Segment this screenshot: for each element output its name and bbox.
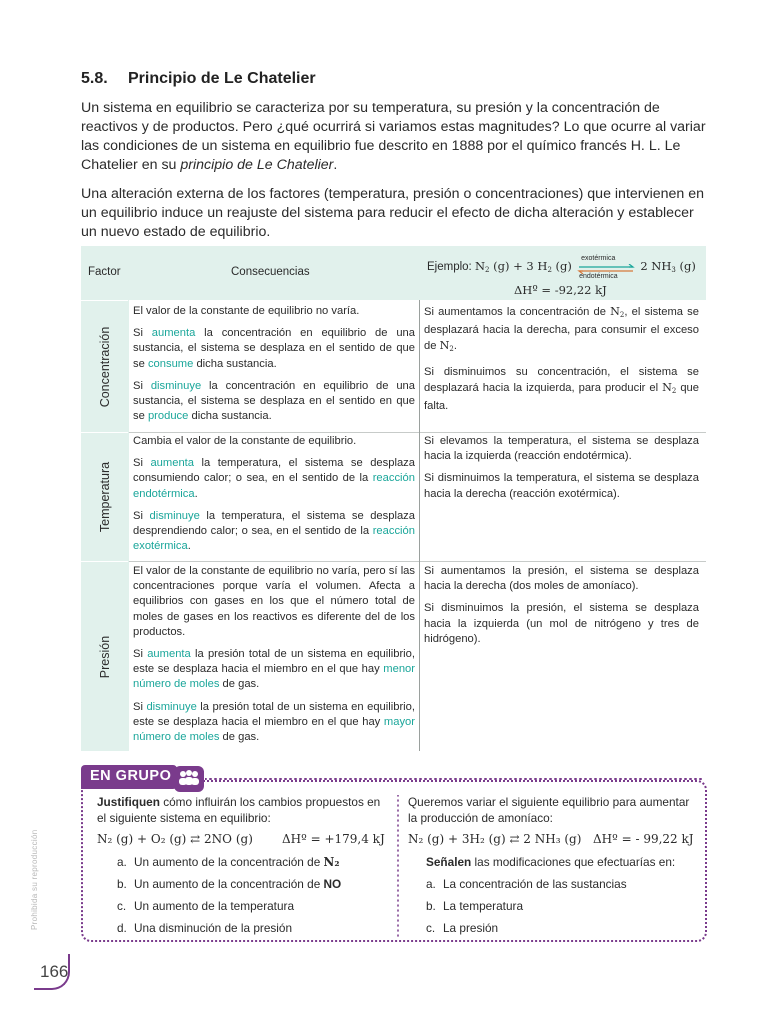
equilibrium-arrows: exotérmica endotérmica bbox=[575, 260, 637, 274]
cell-presion-consequences: El valor de la constante de equilibrio no varía, pero sí las concentraciones porque varía el volumen. Afecta a equilibrios con gases en los que el número total de moles de gases en los reactivos es diferente del de los productos. Si aumenta la presión total de un sistema en equilibrio, este se desplaza hacia el miembro en el que hay menor número de moles de gas. Si disminuye la presión total de un sistema en equilibrio, este se desplaza hacia el miembro en el que hay mayor número de moles de gas. bbox=[133, 565, 415, 744]
label-divider bbox=[128, 300, 129, 751]
section-number: 5.8. bbox=[81, 70, 108, 87]
intro-end: . bbox=[333, 157, 338, 173]
row-divider bbox=[128, 432, 706, 433]
page-number: 166 bbox=[40, 962, 69, 981]
group-right-enthalpy: ΔHº = - 99,22 kJ bbox=[593, 832, 694, 846]
intro-paragraph-2: Una alteración externa de los factores (temperatura, presión o concentraciones) que intervienen en un equilibrio induce un reajuste del sistema para reducir el efecto de dicha alteración y establecer un nuevo estado de equilibrio. bbox=[81, 186, 705, 240]
row-label-presion: Presión bbox=[81, 562, 128, 751]
section-heading bbox=[81, 70, 316, 88]
section-title: Principio de Le Chatelier bbox=[128, 70, 316, 87]
group-right-equation: N₂ (g) + 3H₂ (g) ⇄ 2 NH₃ (g) bbox=[408, 832, 582, 846]
cell-concentracion-example: Si aumentamos la concentración de $N_2$, el sistema se desplazará hacia la derecha, para consumir el exceso de $N_2$. Si disminuimos su concentración, el sistema se desplazará hacia la izquierda, para producir el $N_2$ que falta. bbox=[424, 305, 699, 413]
group-tab: EN GRUPO bbox=[81, 765, 177, 789]
cell-temperatura-example: Si elevamos la temperatura, el sistema se desplaza hacia la izquierda (reacción endotérmica). Si disminuimos la temperatura, el sistema se desplaza hacia la derecha (reacción exotérmica). bbox=[424, 435, 699, 500]
header-example bbox=[427, 254, 696, 280]
cell-presion-example: Si aumentamos la presión, el sistema se desplaza hacia la derecha (dos moles de amoníaco). Si disminuimos la presión, el sistema se desplaza hacia la izquierda (un mol de nitrógeno y tres de hidrógeno). bbox=[424, 565, 699, 645]
cell-temperatura-consequences: Cambia el valor de la constante de equilibrio. Si aumenta la temperatura, el sistema se desplaza consumiendo calor; o sea, en el sentido de la reacción endotérmica. Si disminuye la temperatura, el sistema se desplaza desprendiendo calor; o sea, en el sentido de la reacción exotérmica. bbox=[133, 435, 415, 553]
intro-text: Un sistema en equilibrio se caracteriza por su temperatura, su presión y la concentración de reactivos y de productos. Pero ¿qué ocurrirá si variamos estas magnitudes? Lo que ocurre al variar las condiciones de un sistema en equilibrio fue descrito en 1888 por el químico francés H. L. Le Chatelier en su bbox=[81, 100, 706, 173]
group-divider bbox=[396, 795, 400, 940]
header-factor: Factor bbox=[88, 266, 121, 278]
group-left-enthalpy: ΔHº = +179,4 kJ bbox=[282, 832, 385, 846]
group-dotted-line bbox=[205, 776, 705, 782]
group-left-equation: N₂ (g) + O₂ (g) ⇄ 2NO (g) bbox=[97, 832, 253, 846]
group-right-task: Señalen las modificaciones que efectuarías en: bbox=[426, 855, 676, 869]
group-left-item: a. Un aumento de la concentración de N₂ bbox=[117, 855, 340, 869]
intro-italic: principio de Le Chatelier bbox=[180, 157, 334, 173]
group-right-item: c. La presión bbox=[426, 921, 499, 935]
group-right-item: a. La concentración de las sustancias bbox=[426, 877, 627, 891]
header-consequences: Consecuencias bbox=[231, 266, 310, 278]
group-people-icon bbox=[174, 766, 204, 792]
group-left-item: c. Un aumento de la temperatura bbox=[117, 899, 295, 913]
example-product: 2 $NH_3$ (g) bbox=[640, 259, 696, 274]
row-label-concentracion: Concentración bbox=[81, 301, 128, 432]
column-divider bbox=[419, 300, 420, 751]
cell-concentracion-consequences: El valor de la constante de equilibrio no varía. Si aumenta la concentración en equilibrio de una sustancia, el sistema se desplaza en el sentido de que se consume dicha sustancia. Si disminuye la concentración en equilibrio de una sustancia, el sistema se desplaza en el sentido en que se produce dicha sustancia. bbox=[133, 305, 416, 423]
example-label: Ejemplo: bbox=[427, 261, 472, 273]
group-left-item: d. Una disminución de la presión bbox=[117, 921, 293, 935]
intro-paragraph-1 bbox=[81, 99, 706, 175]
group-right-intro: Queremos variar el siguiente equilibrio para aumentar la producción de amoníaco: bbox=[408, 795, 690, 825]
row-label-temperatura: Temperatura bbox=[81, 433, 128, 561]
group-left-item: b. Un aumento de la concentración de NO bbox=[117, 877, 342, 891]
group-left-intro: Justifiquen cómo influirán los cambios propuestos en el siguiente sistema en equilibrio: bbox=[97, 795, 381, 825]
copyright-note: Prohibida su reproducción bbox=[30, 829, 39, 930]
group-right-item: b. La temperatura bbox=[426, 899, 524, 913]
example-equation: $N_2$ (g) + 3 $H_2$ (g) bbox=[474, 259, 572, 274]
le-chatelier-table bbox=[81, 246, 706, 751]
example-enthalpy: ΔHº = -92,22 kJ bbox=[514, 283, 607, 297]
